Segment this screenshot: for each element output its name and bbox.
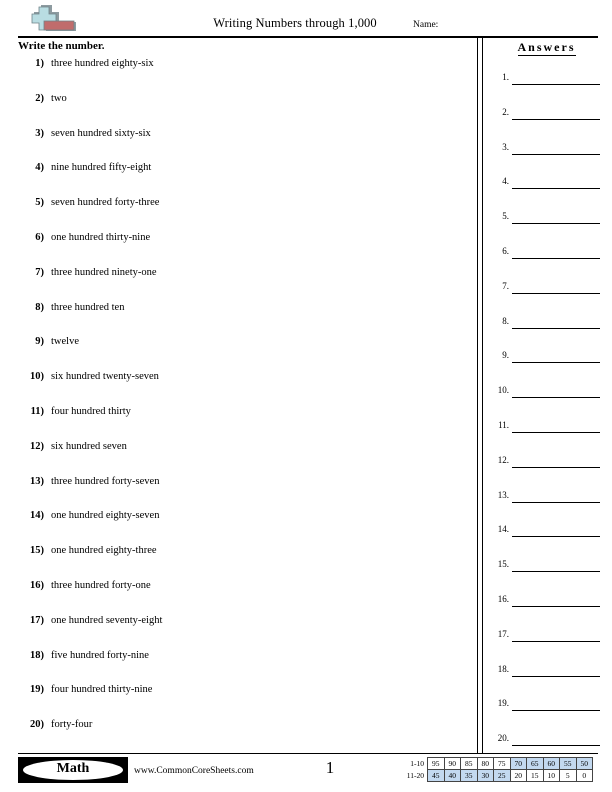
answer-number: 6. [502, 245, 509, 256]
question-text: four hundred thirty-nine [51, 684, 153, 696]
question-text: forty-four [51, 719, 93, 731]
score-cell: 20 [510, 770, 527, 782]
question-number: 7) [35, 266, 44, 278]
score-cell: 90 [444, 758, 461, 770]
score-cell: 25 [494, 770, 511, 782]
answer-row [487, 142, 607, 177]
answer-number: 16. [497, 593, 509, 604]
answer-number: 4. [502, 176, 509, 187]
answer-row [487, 490, 607, 525]
question-text: twelve [51, 336, 79, 348]
answer-number: 8. [502, 315, 509, 326]
question-row [18, 197, 468, 232]
answer-blank-line[interactable] [512, 745, 600, 746]
question-row [18, 371, 468, 406]
score-key-table [398, 757, 593, 782]
question-text: nine hundred fifty-eight [51, 162, 152, 174]
question-row [18, 302, 468, 337]
question-row [18, 232, 468, 267]
answer-blank-line[interactable] [512, 258, 600, 259]
question-text: one hundred seventy-eight [51, 614, 163, 626]
question-text: four hundred thirty [51, 405, 131, 417]
question-text: one hundred thirty-nine [51, 231, 151, 243]
answer-row [487, 72, 607, 107]
question-number: 20) [30, 719, 44, 731]
answer-row [487, 385, 607, 420]
score-cell: 80 [477, 758, 494, 770]
answers-list [487, 72, 607, 768]
question-number: 6) [35, 231, 44, 243]
score-cell: 55 [560, 758, 577, 770]
question-row [18, 58, 468, 93]
question-number: 18) [30, 649, 44, 661]
question-number: 9) [35, 336, 44, 348]
score-cell: 75 [494, 758, 511, 770]
score-cell: 95 [428, 758, 445, 770]
question-text: seven hundred forty-three [51, 197, 160, 209]
question-row [18, 93, 468, 128]
score-cell: 30 [477, 770, 494, 782]
question-row [18, 267, 468, 302]
answer-blank-line[interactable] [512, 154, 600, 155]
answer-blank-line[interactable] [512, 467, 600, 468]
answer-number: 10. [497, 385, 509, 396]
subject-badge [18, 757, 128, 783]
page-title: Writing Numbers through 1,000 [213, 16, 377, 30]
question-row [18, 615, 468, 650]
answers-heading-label: Answers [517, 40, 576, 54]
answer-number: 1. [502, 72, 509, 82]
question-number: 4) [35, 162, 44, 174]
answer-row [487, 629, 607, 664]
question-text: one hundred eighty-seven [51, 510, 160, 522]
question-text: three hundred eighty-six [51, 58, 154, 69]
answer-number: 5. [502, 211, 509, 222]
score-cell: 60 [543, 758, 560, 770]
answer-number: 7. [502, 280, 509, 291]
page-header [0, 0, 612, 38]
subject-badge-label: Math [56, 761, 90, 776]
answer-blank-line[interactable] [512, 710, 600, 711]
site-url: www.CommonCoreSheets.com [134, 766, 254, 776]
question-number: 10) [30, 371, 44, 383]
score-cell: 40 [444, 770, 461, 782]
answer-row [487, 594, 607, 629]
question-text: five hundred forty-nine [51, 649, 149, 661]
answer-blank-line[interactable] [512, 119, 600, 120]
answer-number: 3. [502, 141, 509, 152]
page-number: 1 [325, 758, 335, 777]
question-number: 19) [30, 684, 44, 696]
plus-minus-math-icon [18, 3, 80, 35]
score-row [398, 758, 593, 770]
name-label: Name: [413, 20, 439, 30]
question-number: 2) [35, 92, 44, 104]
question-text: three hundred ninety-one [51, 266, 157, 278]
answer-row [487, 455, 607, 490]
answer-blank-line[interactable] [512, 293, 600, 294]
question-text: seven hundred sixty-six [51, 127, 151, 139]
answer-row [487, 107, 607, 142]
answer-row [487, 316, 607, 351]
question-row [18, 336, 468, 371]
answer-blank-line[interactable] [512, 397, 600, 398]
score-cell: 70 [510, 758, 527, 770]
score-cell: 45 [428, 770, 445, 782]
question-text: three hundred ten [51, 301, 125, 313]
score-row [398, 770, 593, 782]
answer-row [487, 664, 607, 699]
question-text: three hundred forty-seven [51, 475, 160, 487]
question-row [18, 162, 468, 197]
question-text: six hundred twenty-seven [51, 371, 159, 383]
answer-blank-line[interactable] [512, 606, 600, 607]
score-cell: 65 [527, 758, 544, 770]
answer-number: 12. [497, 454, 509, 465]
answer-number: 2. [502, 106, 509, 117]
question-number: 1) [35, 58, 44, 69]
answer-row [487, 176, 607, 211]
answer-blank-line[interactable] [512, 641, 600, 642]
question-number: 11) [30, 405, 44, 417]
answer-row [487, 420, 607, 455]
answer-row [487, 281, 607, 316]
question-number: 5) [35, 197, 44, 209]
score-cell: 50 [576, 758, 593, 770]
question-row [18, 719, 468, 754]
question-number: 3) [35, 127, 44, 139]
question-row [18, 580, 468, 615]
answer-number: 9. [502, 350, 509, 361]
question-text: three hundred forty-one [51, 579, 151, 591]
answer-blank-line[interactable] [512, 188, 600, 189]
score-cell: 0 [576, 770, 593, 782]
question-text: six hundred seven [51, 440, 127, 452]
answer-row [487, 559, 607, 594]
answer-blank-line[interactable] [512, 571, 600, 572]
header-divider-rule [18, 36, 598, 38]
answer-number: 13. [497, 489, 509, 500]
answer-number: 15. [497, 559, 509, 570]
answer-blank-line[interactable] [512, 432, 600, 433]
answer-row [487, 698, 607, 733]
answer-number: 19. [497, 698, 509, 709]
instruction-text: Write the number. [18, 40, 105, 52]
question-row [18, 545, 468, 580]
footer-divider-rule [18, 753, 598, 754]
answers-heading [481, 40, 612, 55]
question-number: 16) [30, 579, 44, 591]
answers-column-divider [477, 38, 483, 754]
answer-number: 20. [497, 733, 509, 744]
answer-row [487, 246, 607, 281]
score-cell: 15 [527, 770, 544, 782]
score-row-label: 1-10 [410, 759, 424, 768]
question-number: 12) [30, 440, 44, 452]
question-row [18, 684, 468, 719]
answer-blank-line[interactable] [512, 502, 600, 503]
answer-blank-line[interactable] [512, 676, 600, 677]
score-cell: 85 [461, 758, 478, 770]
answer-blank-line[interactable] [512, 84, 600, 85]
question-number: 15) [30, 545, 44, 557]
answer-blank-line[interactable] [512, 328, 600, 329]
question-number: 14) [30, 510, 44, 522]
answer-blank-line[interactable] [512, 536, 600, 537]
question-row [18, 441, 468, 476]
question-number: 17) [30, 614, 44, 626]
answer-blank-line[interactable] [512, 223, 600, 224]
answer-row [487, 524, 607, 559]
answer-number: 14. [497, 524, 509, 535]
score-cell: 5 [560, 770, 577, 782]
question-row [18, 650, 468, 685]
score-cell: 35 [461, 770, 478, 782]
question-text: two [51, 92, 67, 104]
question-row [18, 406, 468, 441]
question-text: one hundred eighty-three [51, 545, 157, 557]
question-row [18, 476, 468, 511]
answer-row [487, 211, 607, 246]
questions-list [18, 58, 468, 754]
answer-number: 11. [498, 419, 509, 430]
answer-number: 18. [497, 663, 509, 674]
answer-row [487, 350, 607, 385]
question-number: 13) [30, 475, 44, 487]
question-row [18, 510, 468, 545]
score-row-label: 11-20 [406, 771, 424, 780]
question-row [18, 128, 468, 163]
score-cell: 10 [543, 770, 560, 782]
answer-blank-line[interactable] [512, 362, 600, 363]
question-number: 8) [35, 301, 44, 313]
answer-number: 17. [497, 628, 509, 639]
